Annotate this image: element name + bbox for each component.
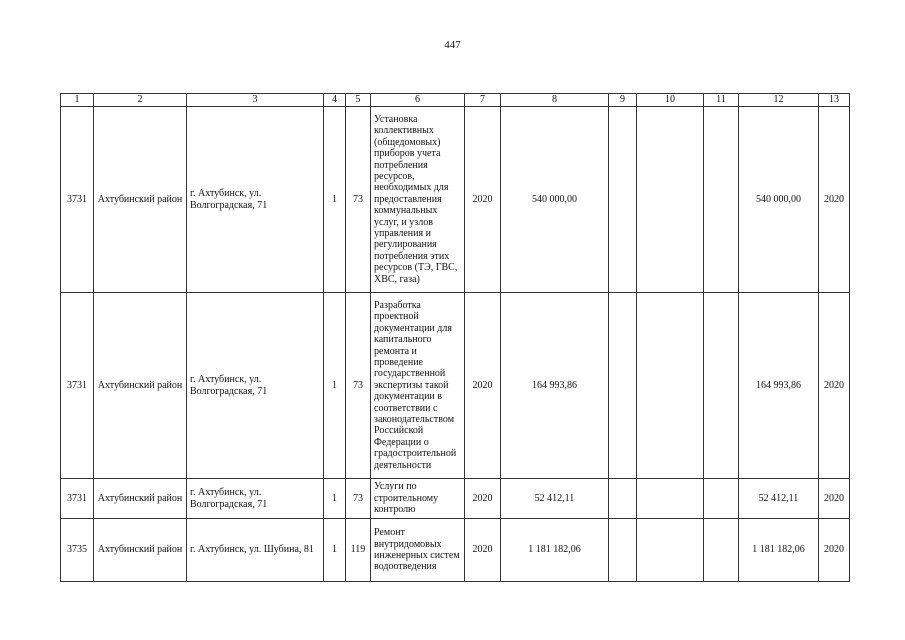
header-cell: 4 bbox=[324, 94, 346, 107]
cell-work-type: Установка коллективных (общедомовых) приборов учета потребления ресурсов, необходимых для предоставления коммунальных услуг, и узлов управления и регулирования потребления этих ресурсов (ТЭ, ГВС, ХВС, газа) bbox=[371, 107, 465, 293]
cell-district: Ахтубинский район bbox=[94, 479, 187, 519]
header-cell: 10 bbox=[637, 94, 704, 107]
table-row bbox=[61, 519, 850, 582]
header-cell: 1 bbox=[61, 94, 94, 107]
cell-address: г. Ахтубинск, ул. Волгоградская, 71 bbox=[187, 479, 324, 519]
cell-id: 3731 bbox=[61, 293, 94, 479]
cell-col4: 1 bbox=[324, 107, 346, 293]
cell-year-end: 2020 bbox=[819, 479, 850, 519]
cell-address: г. Ахтубинск, ул. Волгоградская, 71 bbox=[187, 107, 324, 293]
cell-total: 52 412,11 bbox=[739, 479, 819, 519]
cell-col11 bbox=[704, 107, 739, 293]
cell-col4: 1 bbox=[324, 519, 346, 582]
cell-year-end: 2020 bbox=[819, 519, 850, 582]
cell-col10 bbox=[637, 107, 704, 293]
cell-address: г. Ахтубинск, ул. Волгоградская, 71 bbox=[187, 293, 324, 479]
header-cell: 7 bbox=[465, 94, 501, 107]
cell-id: 3731 bbox=[61, 107, 94, 293]
cell-col10 bbox=[637, 293, 704, 479]
cell-total: 164 993,86 bbox=[739, 293, 819, 479]
cell-year: 2020 bbox=[465, 293, 501, 479]
cell-col4: 1 bbox=[324, 293, 346, 479]
header-cell: 12 bbox=[739, 94, 819, 107]
cell-work-type: Разработка проектной документации для капитального ремонта и проведение государственной экспертизы такой документации в соответствии с законодательством Российской Федерации о градостроительной деятельности bbox=[371, 293, 465, 479]
cell-col10 bbox=[637, 479, 704, 519]
cell-year-end: 2020 bbox=[819, 293, 850, 479]
table-row bbox=[61, 107, 850, 293]
cell-cost: 164 993,86 bbox=[501, 293, 609, 479]
cell-total: 1 181 182,06 bbox=[739, 519, 819, 582]
header-cell: 5 bbox=[346, 94, 371, 107]
cell-col11 bbox=[704, 479, 739, 519]
cell-total: 540 000,00 bbox=[739, 107, 819, 293]
cell-address: г. Ахтубинск, ул. Шубина, 81 bbox=[187, 519, 324, 582]
cell-col5: 73 bbox=[346, 479, 371, 519]
cell-col5: 73 bbox=[346, 107, 371, 293]
cell-id: 3731 bbox=[61, 479, 94, 519]
header-cell: 2 bbox=[94, 94, 187, 107]
table-row bbox=[61, 479, 850, 519]
cell-cost: 540 000,00 bbox=[501, 107, 609, 293]
cell-work-type: Ремонт внутридомовых инженерных систем водоотведения bbox=[371, 519, 465, 582]
cell-district: Ахтубинский район bbox=[94, 107, 187, 293]
cell-col11 bbox=[704, 293, 739, 479]
cell-col9 bbox=[609, 479, 637, 519]
cell-cost: 1 181 182,06 bbox=[501, 519, 609, 582]
cell-year: 2020 bbox=[465, 107, 501, 293]
header-cell: 11 bbox=[704, 94, 739, 107]
cell-year-end: 2020 bbox=[819, 107, 850, 293]
cell-cost: 52 412,11 bbox=[501, 479, 609, 519]
cell-year: 2020 bbox=[465, 479, 501, 519]
cell-district: Ахтубинский район bbox=[94, 519, 187, 582]
cell-id: 3735 bbox=[61, 519, 94, 582]
cell-col9 bbox=[609, 519, 637, 582]
cell-year: 2020 bbox=[465, 519, 501, 582]
cell-work-type: Услуги по строительному контролю bbox=[371, 479, 465, 519]
cell-district: Ахтубинский район bbox=[94, 293, 187, 479]
cell-col9 bbox=[609, 107, 637, 293]
cell-col10 bbox=[637, 519, 704, 582]
header-cell: 6 bbox=[371, 94, 465, 107]
cell-col11 bbox=[704, 519, 739, 582]
cell-col4: 1 bbox=[324, 479, 346, 519]
cell-col5: 119 bbox=[346, 519, 371, 582]
header-cell: 13 bbox=[819, 94, 850, 107]
cell-col5: 73 bbox=[346, 293, 371, 479]
cell-col9 bbox=[609, 293, 637, 479]
header-row bbox=[61, 94, 850, 107]
header-cell: 9 bbox=[609, 94, 637, 107]
header-cell: 3 bbox=[187, 94, 324, 107]
header-cell: 8 bbox=[501, 94, 609, 107]
data-table bbox=[60, 93, 850, 582]
page-number: 447 bbox=[444, 39, 461, 51]
table-row bbox=[61, 293, 850, 479]
